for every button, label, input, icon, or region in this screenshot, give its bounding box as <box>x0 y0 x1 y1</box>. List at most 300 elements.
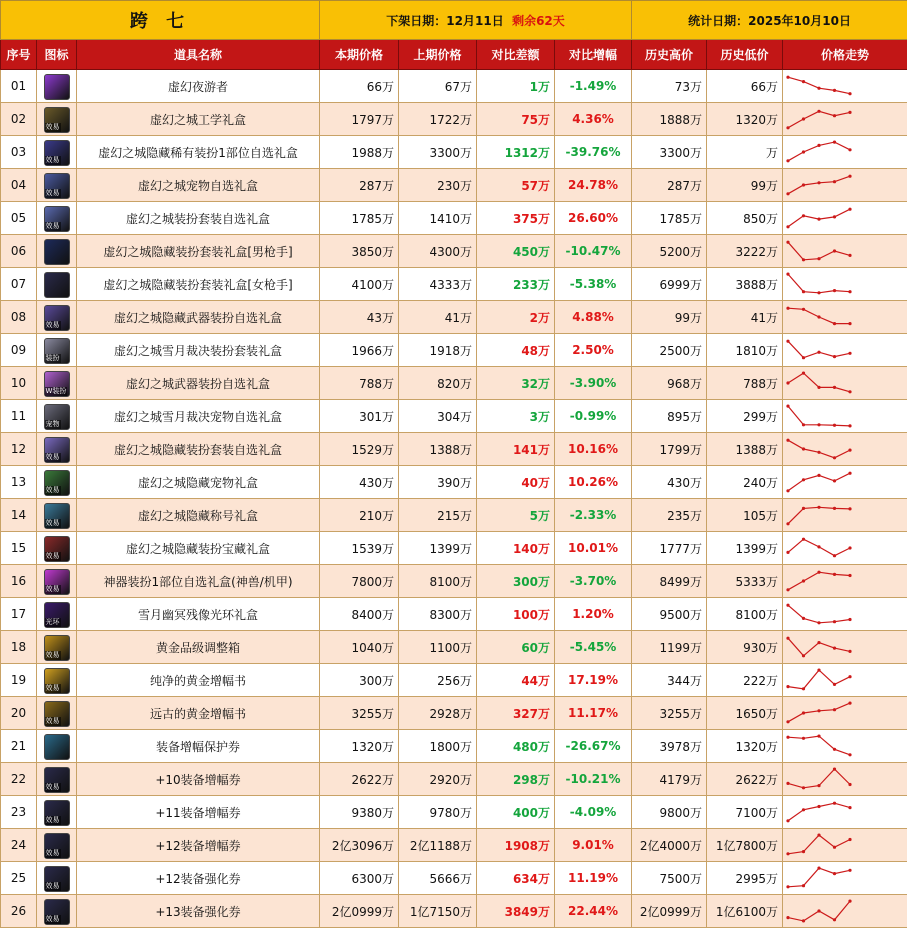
table-row <box>1 103 907 136</box>
trend-line <box>788 670 850 689</box>
price-trend-sparkline <box>783 797 903 827</box>
price-trend-sparkline <box>783 500 903 530</box>
item-icon-cell <box>37 631 77 664</box>
history-high: 9800万 <box>632 796 707 829</box>
server-title: 跨 七 <box>1 1 320 40</box>
col-header-name: 道具名称 <box>77 40 320 70</box>
trend-point <box>802 919 805 922</box>
history-high: 3978万 <box>632 730 707 763</box>
row-number: 24 <box>1 829 37 862</box>
item-box-icon <box>44 470 70 496</box>
trend-point <box>802 884 805 887</box>
history-high: 235万 <box>632 499 707 532</box>
trend-point <box>802 423 805 426</box>
trend-point <box>833 554 836 557</box>
price-change-pct: 4.36% <box>555 103 632 136</box>
trend-point <box>848 806 851 809</box>
trend-point <box>786 225 789 228</box>
previous-price: 256万 <box>399 664 477 697</box>
trend-point <box>786 439 789 442</box>
previous-price: 3300万 <box>399 136 477 169</box>
table-row <box>1 202 907 235</box>
trade-tag: W装扮 <box>45 387 67 395</box>
previous-price: 1722万 <box>399 103 477 136</box>
history-low: 7100万 <box>707 796 783 829</box>
price-trend-sparkline <box>783 533 903 563</box>
trade-tag: 效易 <box>45 321 60 329</box>
trend-cell <box>783 433 907 466</box>
row-number: 06 <box>1 235 37 268</box>
trend-cell <box>783 532 907 565</box>
row-number: 17 <box>1 598 37 631</box>
col-header-cur-price: 本期价格 <box>320 40 399 70</box>
history-high: 1199万 <box>632 631 707 664</box>
item-icon-cell <box>37 730 77 763</box>
current-price: 1966万 <box>320 334 399 367</box>
item-icon-cell <box>37 268 77 301</box>
history-high: 7500万 <box>632 862 707 895</box>
previous-price: 215万 <box>399 499 477 532</box>
column-header-row <box>1 40 907 70</box>
item-box-icon <box>44 734 70 760</box>
trend-point <box>833 872 836 875</box>
item-name: +12装备强化券 <box>77 862 320 895</box>
item-box-icon <box>44 602 70 628</box>
trend-point <box>817 423 820 426</box>
table-row <box>1 598 907 631</box>
delist-date: 下架日期：12月11日 <box>386 13 504 28</box>
table-row <box>1 433 907 466</box>
history-low: 1810万 <box>707 334 783 367</box>
history-low: 2995万 <box>707 862 783 895</box>
item-name: +10装备增幅券 <box>77 763 320 796</box>
price-diff: 5万 <box>477 499 555 532</box>
trend-point <box>833 683 836 686</box>
trend-line <box>788 605 850 623</box>
history-high: 2亿4000万 <box>632 829 707 862</box>
price-trend-sparkline <box>783 335 903 365</box>
price-diff: 375万 <box>477 202 555 235</box>
item-box-icon <box>44 140 70 166</box>
table-row <box>1 631 907 664</box>
trend-cell <box>783 136 907 169</box>
trend-cell <box>783 499 907 532</box>
row-number: 19 <box>1 664 37 697</box>
trade-tag: 效易 <box>45 486 60 494</box>
item-icon-cell <box>37 466 77 499</box>
price-change-pct: 11.19% <box>555 862 632 895</box>
col-header-prev-price: 上期价格 <box>399 40 477 70</box>
trend-point <box>833 289 836 292</box>
history-low: 3222万 <box>707 235 783 268</box>
trend-point <box>833 620 836 623</box>
price-diff: 300万 <box>477 565 555 598</box>
trend-cell <box>783 235 907 268</box>
item-icon-cell <box>37 169 77 202</box>
price-trend-sparkline <box>783 632 903 662</box>
history-high: 6999万 <box>632 268 707 301</box>
trend-point <box>848 472 851 475</box>
row-number: 03 <box>1 136 37 169</box>
trend-point <box>802 447 805 450</box>
trend-point <box>848 208 851 211</box>
price-diff: 634万 <box>477 862 555 895</box>
trend-point <box>833 479 836 482</box>
trade-tag: 效易 <box>45 717 60 725</box>
trend-cell <box>783 796 907 829</box>
history-low: 5333万 <box>707 565 783 598</box>
trend-point <box>833 141 836 144</box>
table-row <box>1 136 907 169</box>
trend-point <box>833 768 836 771</box>
trend-point <box>817 709 820 712</box>
history-low: 1亿6100万 <box>707 895 783 928</box>
price-change-pct: 22.44% <box>555 895 632 928</box>
price-diff: 3万 <box>477 400 555 433</box>
history-high: 1799万 <box>632 433 707 466</box>
trend-point <box>802 258 805 261</box>
price-diff: 141万 <box>477 433 555 466</box>
item-name: 虚幻之城隐藏武器装扮自选礼盒 <box>77 301 320 334</box>
table-row <box>1 697 907 730</box>
trend-point <box>802 356 805 359</box>
price-change-pct: 24.78% <box>555 169 632 202</box>
history-low: 3888万 <box>707 268 783 301</box>
row-number: 10 <box>1 367 37 400</box>
item-box-icon <box>44 239 70 265</box>
trend-point <box>817 805 820 808</box>
trend-cell <box>783 103 907 136</box>
trend-point <box>802 786 805 789</box>
item-icon-cell <box>37 301 77 334</box>
history-high: 1888万 <box>632 103 707 136</box>
price-diff: 298万 <box>477 763 555 796</box>
trend-point <box>848 838 851 841</box>
current-price: 430万 <box>320 466 399 499</box>
history-low: 850万 <box>707 202 783 235</box>
trend-point <box>802 372 805 375</box>
trend-cell <box>783 895 907 928</box>
trade-tag: 效易 <box>45 189 60 197</box>
row-number: 14 <box>1 499 37 532</box>
price-trend-sparkline <box>783 203 903 233</box>
previous-price: 304万 <box>399 400 477 433</box>
item-name: 装备增幅保护券 <box>77 730 320 763</box>
history-high: 4179万 <box>632 763 707 796</box>
price-change-pct: 1.20% <box>555 598 632 631</box>
current-price: 4100万 <box>320 268 399 301</box>
price-diff: 1312万 <box>477 136 555 169</box>
row-number: 13 <box>1 466 37 499</box>
current-price: 287万 <box>320 169 399 202</box>
table-row <box>1 466 907 499</box>
table-row <box>1 301 907 334</box>
trend-point <box>848 352 851 355</box>
trend-point <box>802 308 805 311</box>
trade-tag: 宠物 <box>45 420 60 428</box>
trend-point <box>802 507 805 510</box>
table-row <box>1 664 907 697</box>
trend-line <box>788 736 850 755</box>
history-high: 1777万 <box>632 532 707 565</box>
price-change-pct: 4.88% <box>555 301 632 334</box>
price-change-pct: 10.01% <box>555 532 632 565</box>
price-trend-sparkline <box>783 467 903 497</box>
row-number: 08 <box>1 301 37 334</box>
item-icon-cell <box>37 433 77 466</box>
row-number: 20 <box>1 697 37 730</box>
price-change-pct: -39.76% <box>555 136 632 169</box>
item-box-icon <box>44 272 70 298</box>
history-high: 968万 <box>632 367 707 400</box>
price-trend-sparkline <box>783 137 903 167</box>
trend-point <box>802 711 805 714</box>
price-change-pct: 26.60% <box>555 202 632 235</box>
previous-price: 4300万 <box>399 235 477 268</box>
history-low: 105万 <box>707 499 783 532</box>
current-price: 8400万 <box>320 598 399 631</box>
table-row <box>1 532 907 565</box>
item-box-icon <box>44 437 70 463</box>
price-trend-sparkline <box>783 830 903 860</box>
item-box-icon <box>44 206 70 232</box>
item-box-icon <box>44 371 70 397</box>
price-trend-sparkline <box>783 665 903 695</box>
price-change-pct: -10.47% <box>555 235 632 268</box>
price-change-pct: -5.45% <box>555 631 632 664</box>
item-box-icon <box>44 701 70 727</box>
trend-point <box>817 257 820 260</box>
row-number: 22 <box>1 763 37 796</box>
current-price: 6300万 <box>320 862 399 895</box>
history-high: 5200万 <box>632 235 707 268</box>
price-trend-sparkline <box>783 302 903 332</box>
trend-point <box>817 144 820 147</box>
current-price: 43万 <box>320 301 399 334</box>
trend-point <box>817 110 820 113</box>
price-diff: 327万 <box>477 697 555 730</box>
price-change-pct: -4.09% <box>555 796 632 829</box>
row-number: 25 <box>1 862 37 895</box>
trend-point <box>848 702 851 705</box>
history-high: 430万 <box>632 466 707 499</box>
trend-point <box>817 641 820 644</box>
trade-tag: 效易 <box>45 552 60 560</box>
item-box-icon <box>44 173 70 199</box>
trend-line <box>788 341 850 358</box>
history-high: 895万 <box>632 400 707 433</box>
trend-point <box>848 290 851 293</box>
trend-point <box>786 782 789 785</box>
trend-point <box>833 114 836 117</box>
trade-tag: 效易 <box>45 519 60 527</box>
table-row <box>1 730 907 763</box>
trend-point <box>802 654 805 657</box>
trend-point <box>802 737 805 740</box>
trade-tag: 效易 <box>45 783 60 791</box>
previous-price: 1800万 <box>399 730 477 763</box>
trend-point <box>786 819 789 822</box>
col-header-pct: 对比增幅 <box>555 40 632 70</box>
previous-price: 2920万 <box>399 763 477 796</box>
trend-point <box>848 92 851 95</box>
trend-cell <box>783 730 907 763</box>
previous-price: 1100万 <box>399 631 477 664</box>
price-diff: 233万 <box>477 268 555 301</box>
trend-cell <box>783 763 907 796</box>
history-high: 1785万 <box>632 202 707 235</box>
history-high: 99万 <box>632 301 707 334</box>
item-box-icon <box>44 635 70 661</box>
item-name: 虚幻之城隐藏装扮套装自选礼盒 <box>77 433 320 466</box>
history-low: 8100万 <box>707 598 783 631</box>
history-low: 万 <box>707 136 783 169</box>
price-diff: 1908万 <box>477 829 555 862</box>
table-row <box>1 169 907 202</box>
trade-tag: 光环 <box>45 618 60 626</box>
delist-info <box>320 1 632 40</box>
item-box-icon <box>44 503 70 529</box>
trend-point <box>786 241 789 244</box>
history-low: 2622万 <box>707 763 783 796</box>
item-icon-cell <box>37 70 77 103</box>
trend-cell <box>783 367 907 400</box>
history-low: 1650万 <box>707 697 783 730</box>
table-row <box>1 862 907 895</box>
trend-point <box>817 867 820 870</box>
history-high: 3300万 <box>632 136 707 169</box>
trade-tag: 效易 <box>45 222 60 230</box>
item-name: 虚幻之城隐藏称号礼盒 <box>77 499 320 532</box>
trend-cell <box>783 169 907 202</box>
price-diff: 32万 <box>477 367 555 400</box>
trend-point <box>786 405 789 408</box>
current-price: 2亿0999万 <box>320 895 399 928</box>
item-box-icon <box>44 569 70 595</box>
trend-point <box>802 478 805 481</box>
trend-point <box>848 322 851 325</box>
trend-point <box>802 214 805 217</box>
trend-point <box>802 150 805 153</box>
previous-price: 8300万 <box>399 598 477 631</box>
trend-cell <box>783 565 907 598</box>
trend-point <box>833 573 836 576</box>
trend-point <box>833 507 836 510</box>
row-number: 23 <box>1 796 37 829</box>
history-low: 1399万 <box>707 532 783 565</box>
history-high: 344万 <box>632 664 707 697</box>
table-row <box>1 70 907 103</box>
trend-point <box>802 850 805 853</box>
trend-point <box>848 574 851 577</box>
item-icon-cell <box>37 103 77 136</box>
row-number: 26 <box>1 895 37 928</box>
col-header-icon: 图标 <box>37 40 77 70</box>
price-trend-sparkline <box>783 401 903 431</box>
item-icon-cell <box>37 499 77 532</box>
col-header-low: 历史低价 <box>707 40 783 70</box>
price-change-pct: 2.50% <box>555 334 632 367</box>
trend-point <box>786 736 789 739</box>
trend-cell <box>783 466 907 499</box>
row-number: 21 <box>1 730 37 763</box>
trend-point <box>786 588 789 591</box>
previous-price: 230万 <box>399 169 477 202</box>
trade-tag: 装扮 <box>45 354 60 362</box>
item-box-icon <box>44 899 70 925</box>
trend-line <box>788 703 850 722</box>
price-change-pct: 9.01% <box>555 829 632 862</box>
trend-point <box>802 687 805 690</box>
price-diff: 140万 <box>477 532 555 565</box>
trend-point <box>786 489 789 492</box>
price-change-pct: -5.38% <box>555 268 632 301</box>
trade-tag: 效易 <box>45 849 60 857</box>
current-price: 300万 <box>320 664 399 697</box>
price-change-pct: 10.16% <box>555 433 632 466</box>
trade-tag: 效易 <box>45 123 60 131</box>
col-header-high: 历史高价 <box>632 40 707 70</box>
trend-point <box>802 80 805 83</box>
item-box-icon <box>44 800 70 826</box>
item-icon-cell <box>37 862 77 895</box>
item-name: 远古的黄金增幅书 <box>77 697 320 730</box>
previous-price: 1918万 <box>399 334 477 367</box>
item-name: 虚幻之城隐藏装扮套装礼盒[男枪手] <box>77 235 320 268</box>
history-low: 1亿7800万 <box>707 829 783 862</box>
price-change-pct: -3.70% <box>555 565 632 598</box>
trend-point <box>848 175 851 178</box>
price-trend-sparkline <box>783 896 903 926</box>
previous-price: 1亿7150万 <box>399 895 477 928</box>
price-trend-sparkline <box>783 566 903 596</box>
current-price: 2亿3096万 <box>320 829 399 862</box>
trade-tag: 效易 <box>45 156 60 164</box>
trend-line <box>788 440 850 458</box>
price-trend-sparkline <box>783 863 903 893</box>
trend-point <box>802 290 805 293</box>
stat-date: 统计日期：2025年10月10日 <box>632 1 907 40</box>
trend-point <box>833 89 836 92</box>
row-number: 11 <box>1 400 37 433</box>
price-trend-sparkline <box>783 236 903 266</box>
trade-tag: 效易 <box>45 915 60 923</box>
trend-point <box>786 720 789 723</box>
price-trend-sparkline <box>783 434 903 464</box>
previous-price: 1410万 <box>399 202 477 235</box>
history-low: 1320万 <box>707 103 783 136</box>
item-name: 黄金品级调整箱 <box>77 631 320 664</box>
price-change-pct: -26.67% <box>555 730 632 763</box>
trend-point <box>786 126 789 129</box>
trend-point <box>833 748 836 751</box>
previous-price: 5666万 <box>399 862 477 895</box>
trend-line <box>788 176 850 194</box>
row-number: 02 <box>1 103 37 136</box>
row-number: 05 <box>1 202 37 235</box>
trend-point <box>786 852 789 855</box>
item-name: 虚幻之城武器装扮自选礼盒 <box>77 367 320 400</box>
trend-point <box>833 355 836 358</box>
trend-point <box>848 783 851 786</box>
trend-point <box>833 180 836 183</box>
trend-line <box>788 835 850 854</box>
trend-point <box>833 802 836 805</box>
table-row <box>1 763 907 796</box>
trend-point <box>786 76 789 79</box>
trend-cell <box>783 598 907 631</box>
price-diff: 57万 <box>477 169 555 202</box>
